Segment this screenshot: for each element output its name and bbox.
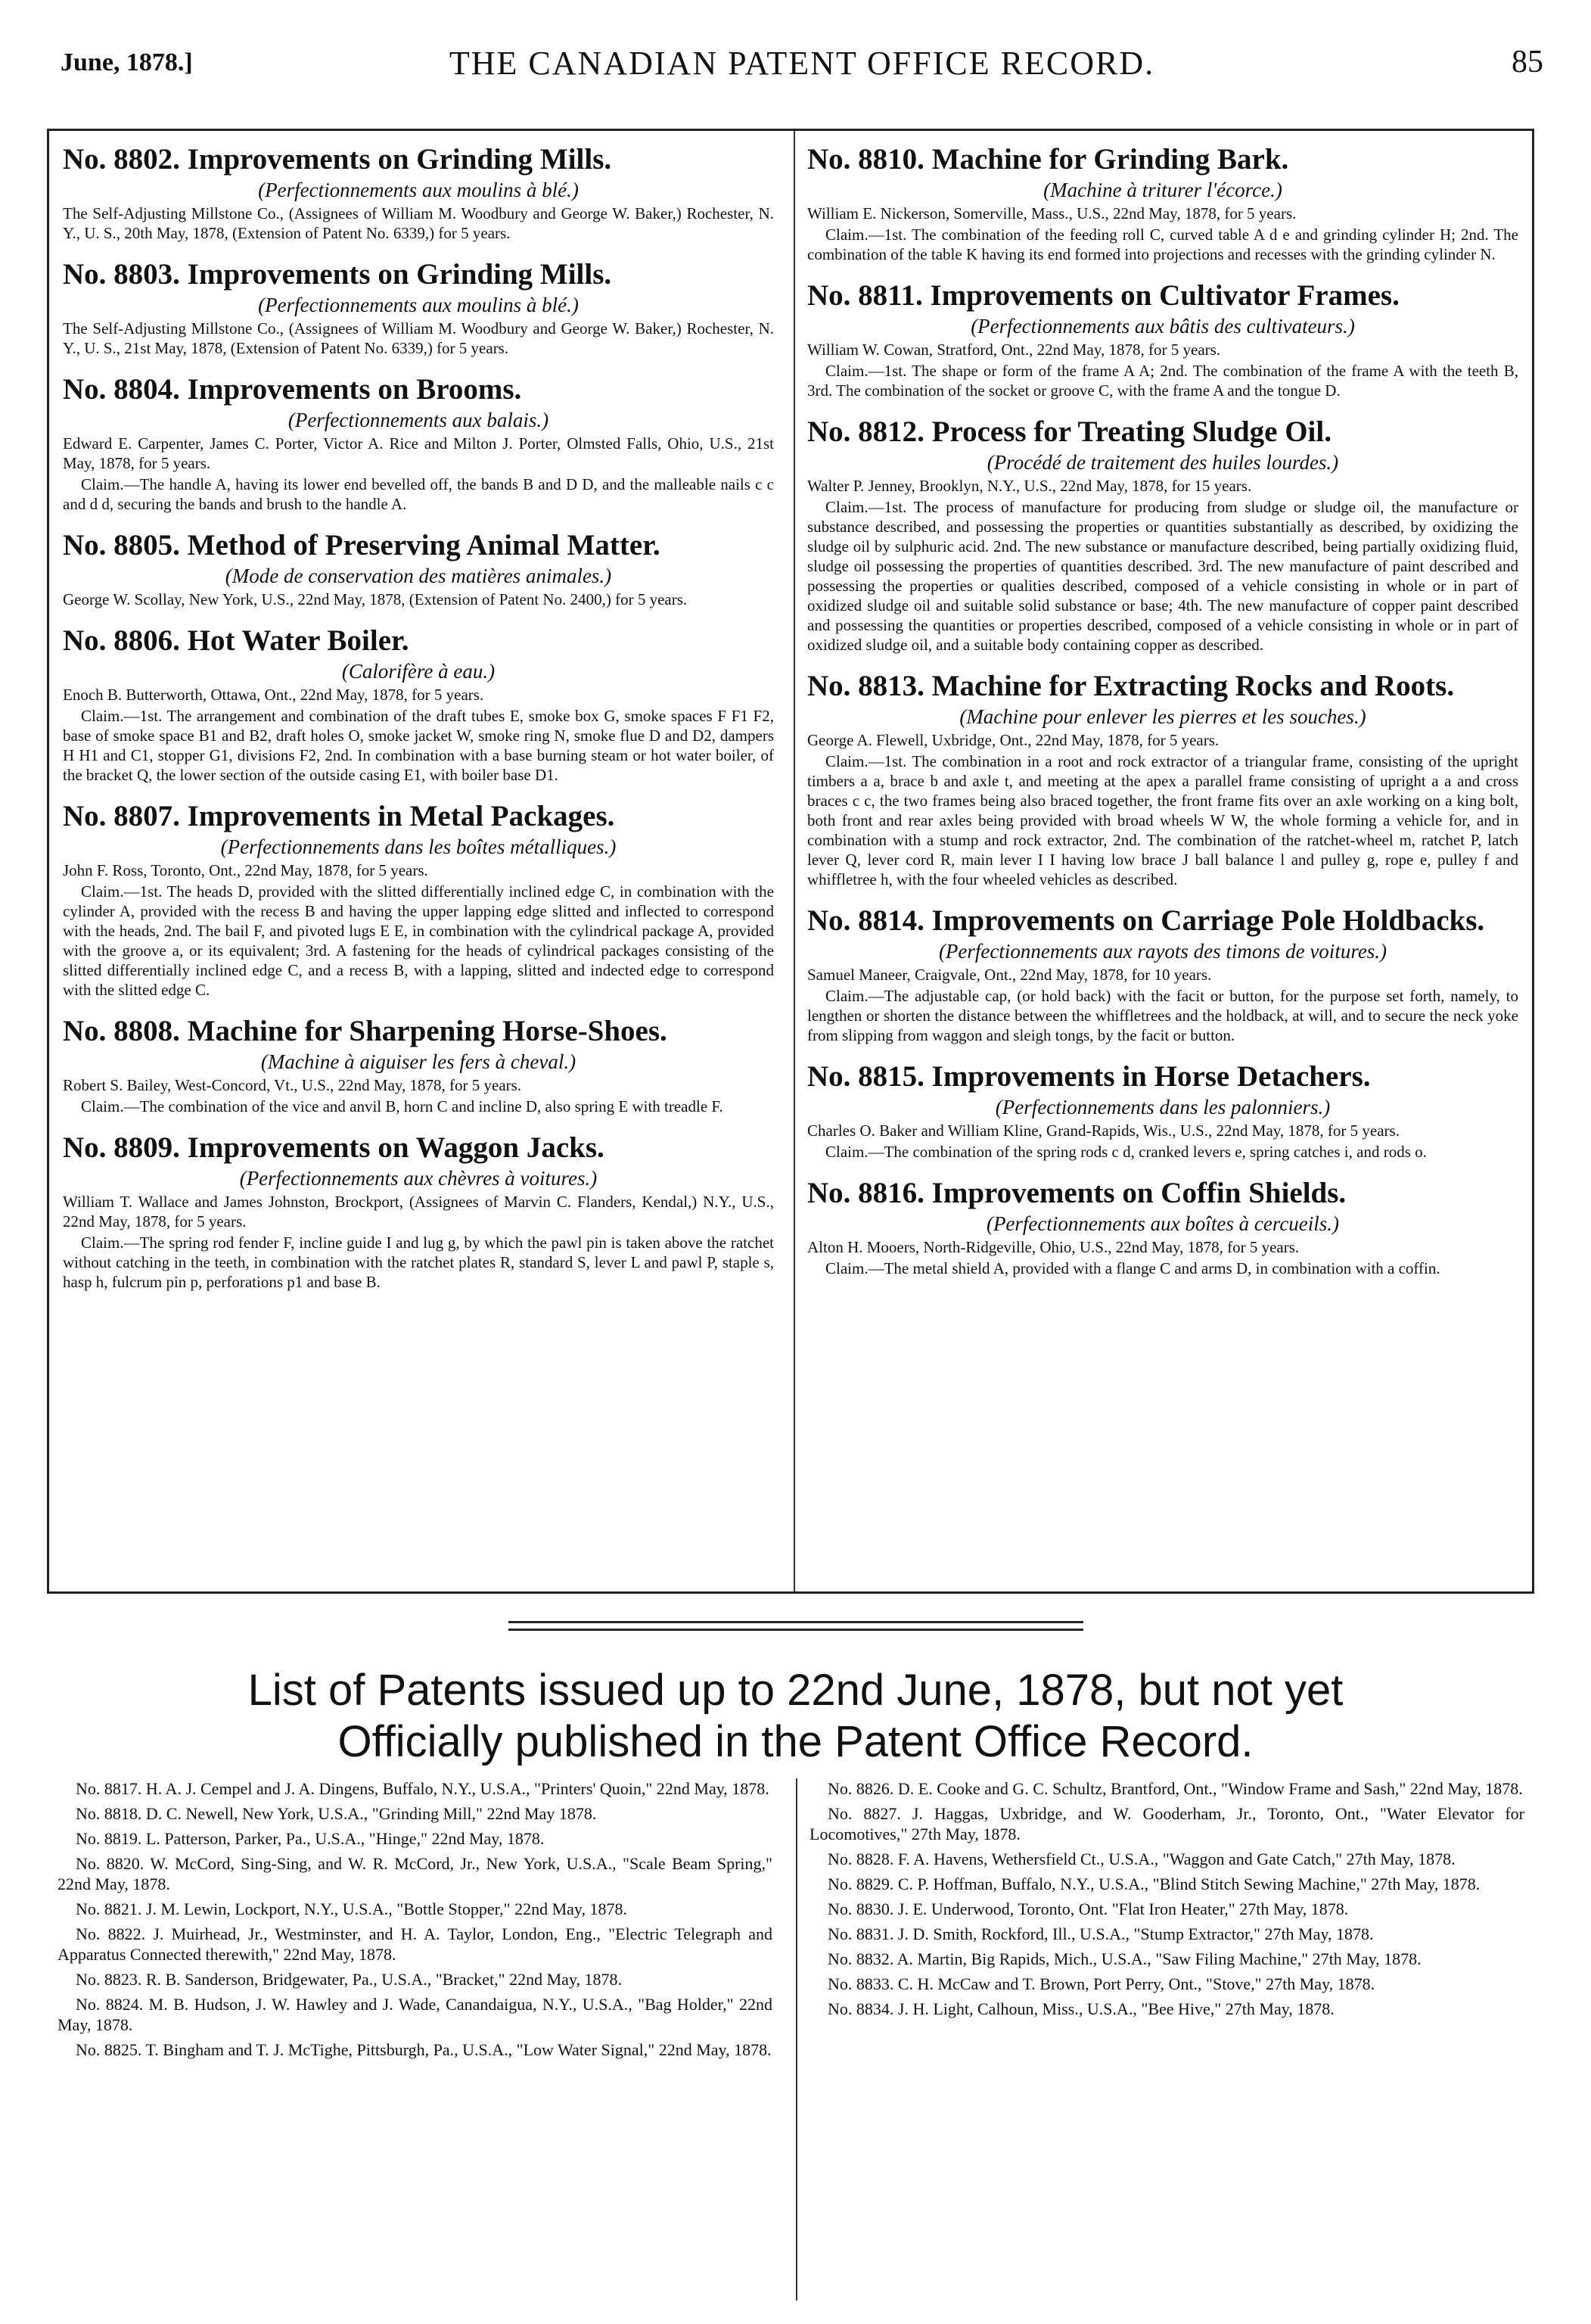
- list-entry: No. 8828. F. A. Havens, Wethersfield Ct., U.S.A., "Waggon and Gate Catch," 27th May, 1878.: [828, 1850, 1456, 1868]
- patent-details: Walter P. Jenney, Brooklyn, N.Y., U.S., 22nd May, 1878, for 15 years.: [807, 477, 1252, 495]
- patent-claim: Claim.—The spring rod fender F, incline guide I and lug g, by which the pawl pin is taken above the ratchet without catching in the teeth, in combination with the ratchet plates R, standard S, lever L and pawl P, staple s, hasp h, fulcrum pin p, perforations p1 and base B.: [63, 1234, 774, 1291]
- list-entry: No. 8827. J. Haggas, Uxbridge, and W. Gooderham, Jr., Toronto, Ont., "Water Elevator for Locomotives," 27th May, 1878.: [809, 1804, 1524, 1843]
- patent-subtitle: (Perfectionnements aux bâtis des cultivateurs.): [971, 315, 1355, 338]
- patent-title: No. 8803. Improvements on Grinding Mills.: [63, 258, 612, 291]
- patent-title: No. 8807. Improvements in Metal Packages.: [63, 800, 615, 832]
- patent-entry: [63, 373, 774, 514]
- patent-listings-box: [47, 129, 1534, 1594]
- patent-title: No. 8810. Machine for Grinding Bark.: [807, 143, 1289, 176]
- patent-details: William E. Nickerson, Somerville, Mass., U.S., 22nd May, 1878, for 5 years.: [807, 204, 1297, 222]
- list-entry: No. 8830. J. E. Underwood, Toronto, Ont. "Flat Iron Heater," 27th May, 1878.: [828, 1899, 1349, 1918]
- patent-entry: [807, 1060, 1518, 1162]
- section-rule: [508, 1621, 1083, 1623]
- patent-title: No. 8813. Machine for Extracting Rocks and Roots.: [807, 670, 1455, 702]
- list-entry: No. 8822. J. Muirhead, Jr., Westminster, and H. A. Taylor, London, Eng., "Electric Telegraph and Apparatus Connected therewith," 22nd May, 1878.: [57, 1924, 772, 1964]
- patent-subtitle: (Calorifère à eau.): [341, 660, 496, 683]
- patent-subtitle: (Perfectionnements aux rayots des timons de voitures.): [938, 940, 1387, 963]
- list-entry: No. 8818. D. C. Newell, New York, U.S.A., "Grinding Mill," 22nd May 1878.: [76, 1804, 597, 1823]
- issue-date: June, 1878.]: [61, 48, 193, 76]
- list-entry: No. 8833. C. H. McCaw and T. Brown, Port Perry, Ont., "Stove," 27th May, 1878.: [828, 1974, 1375, 1993]
- left-column: [63, 143, 774, 1581]
- patent-details: Samuel Maneer, Craigvale, Ont., 22nd May, 1878, for 10 years.: [807, 966, 1212, 984]
- list-entry: No. 8820. W. McCord, Sing-Sing, and W. R. McCord, Jr., New York, U.S.A., "Scale Beam Spring," 22nd May, 1878.: [57, 1854, 772, 1893]
- list-entry: No. 8826. D. E. Cooke and G. C. Schultz, Brantford, Ont., "Window Frame and Sash," 22nd May, 1878.: [828, 1779, 1523, 1798]
- patent-subtitle: (Perfectionnements dans les boîtes métalliques.): [220, 835, 617, 858]
- list-entry: No. 8824. M. B. Hudson, J. W. Hawley and J. Wade, Canandaigua, N.Y., U.S.A., "Bag Holder," 22nd May, 1878.: [57, 1995, 772, 2034]
- patent-subtitle: (Machine à aiguiser les fers à cheval.): [260, 1050, 576, 1073]
- patent-details: Enoch B. Butterworth, Ottawa, Ont., 22nd May, 1878, for 5 years.: [63, 686, 484, 704]
- patent-subtitle: (Machine à triturer l'écorce.): [1043, 179, 1282, 201]
- patent-claim: Claim.—The metal shield A, provided with a flange C and arms D, in combination with a coffin.: [825, 1259, 1440, 1277]
- publication-title: THE CANADIAN PATENT OFFICE RECORD.: [449, 45, 1155, 82]
- patent-details: The Self-Adjusting Millstone Co., (Assignees of William M. Woodbury and George W. Baker,) Rochester, N. Y., U. S., 21st May, 1878, (Extension of Patent No. 6339,) for 5 years.: [63, 319, 774, 357]
- patent-claim: Claim.—The combination of the spring rods c d, cranked levers e, spring catches i, and rods o.: [825, 1143, 1427, 1161]
- column-divider: [796, 1778, 797, 2301]
- patent-entry: [63, 143, 774, 243]
- patent-title: No. 8802. Improvements on Grinding Mills.: [63, 143, 612, 176]
- patent-title: No. 8805. Method of Preserving Animal Matter.: [63, 529, 660, 562]
- list-entry: No. 8831. J. D. Smith, Rockford, Ill., U.S.A., "Stump Extractor," 27th May, 1878.: [828, 1924, 1374, 1943]
- list-heading: [0, 1665, 1591, 1768]
- patent-entry: [63, 800, 774, 1000]
- patent-title: No. 8812. Process for Treating Sludge Oil.: [807, 415, 1332, 448]
- list-right-column: [809, 1778, 1524, 2024]
- patent-subtitle: (Mode de conservation des matières animales.): [225, 565, 612, 587]
- patent-details: George W. Scollay, New York, U.S., 22nd May, 1878, (Extension of Patent No. 2400,) for 5 years.: [63, 590, 688, 608]
- patent-details: John F. Ross, Toronto, Ont., 22nd May, 1878, for 5 years.: [63, 861, 428, 879]
- patent-details: Alton H. Mooers, North-Ridgeville, Ohio, U.S., 22nd May, 1878, for 5 years.: [807, 1238, 1300, 1256]
- patent-entry: [807, 415, 1518, 655]
- patent-title: No. 8806. Hot Water Boiler.: [63, 624, 409, 657]
- patent-entry: [63, 529, 774, 609]
- patent-claim: Claim.—1st. The arrangement and combination of the draft tubes E, smoke box G, smoke spaces F F1 F2, base of smoke space B1 and B2, draft holes O, smoke jacket W, smoke ring N, smoke flue D and D2, dampers H H1 and C1, stopper G1, divisions F2, 2nd. In combination with a base burning steam or hot water boiler, of the bracket Q, the lower section of the outside casing E1, with boiler base D1.: [63, 707, 774, 784]
- patent-entry: [807, 670, 1518, 889]
- patent-claim: Claim.—The adjustable cap, (or hold back) with the facit or button, for the purpose set forth, namely, to lengthen or shorten the distance between the whiffletrees and the holdback, at will, and to secure the neck yoke from slipping from waggon and sleigh tongs, by the facit or button.: [807, 987, 1518, 1044]
- patent-title: No. 8804. Improvements on Brooms.: [63, 373, 522, 406]
- patent-entry: [63, 258, 774, 358]
- patent-subtitle: (Perfectionnements aux moulins à blé.): [258, 294, 579, 316]
- page-number: 85: [1512, 45, 1543, 79]
- list-entry: No. 8834. J. H. Light, Calhoun, Miss., U.S.A., "Bee Hive," 27th May, 1878.: [828, 1999, 1335, 2018]
- list-left-column: [57, 1778, 772, 2064]
- list-entry: No. 8823. R. B. Sanderson, Bridgewater, Pa., U.S.A., "Bracket," 22nd May, 1878.: [76, 1970, 623, 1989]
- patent-claim: Claim.—1st. The shape or form of the frame A A; 2nd. The combination of the frame A with the teeth B, 3rd. The combination of the socket or groove C, with the frame A and the tongue D.: [807, 362, 1518, 400]
- column-divider: [794, 131, 795, 1591]
- list-entry: No. 8825. T. Bingham and T. J. McTighe, Pittsburgh, Pa., U.S.A., "Low Water Signal," 22nd May, 1878.: [76, 2040, 772, 2059]
- patent-title: No. 8814. Improvements on Carriage Pole Holdbacks.: [807, 904, 1485, 937]
- list-heading-line: Officially published in the Patent Office Record.: [337, 1717, 1254, 1766]
- patent-title: No. 8809. Improvements on Waggon Jacks.: [63, 1131, 604, 1164]
- patent-details: William T. Wallace and James Johnston, Brockport, (Assignees of Marvin C. Flanders, Kendal,) N.Y., U.S., 22nd May, 1878, for 5 years.: [63, 1193, 774, 1230]
- patent-details: Edward E. Carpenter, James C. Porter, Victor A. Rice and Milton J. Porter, Olmsted Falls, Ohio, U.S., 21st May, 1878, for 5 years.: [63, 434, 774, 472]
- right-column: [807, 143, 1518, 1581]
- patent-subtitle: (Procédé de traitement des huiles lourdes.): [987, 451, 1339, 474]
- list-entry: No. 8817. H. A. J. Cempel and J. A. Dingens, Buffalo, N.Y., U.S.A., "Printers' Quoin," 22nd May, 1878.: [76, 1779, 769, 1798]
- list-heading-line: List of Patents issued up to 22nd June, 1878, but not yet: [247, 1666, 1344, 1715]
- patent-claim: Claim.—1st. The combination of the feeding roll C, curved table A d e and grinding cylinder H; 2nd. The combination of the table K having its end formed into projections and recesses with the grinding cylinder N.: [807, 226, 1518, 263]
- patent-subtitle: (Perfectionnements aux moulins à blé.): [258, 179, 579, 201]
- patent-list: [47, 1778, 1530, 2301]
- patent-entry: [807, 1177, 1518, 1278]
- list-entry: No. 8819. L. Patterson, Parker, Pa., U.S.A., "Hinge," 22nd May, 1878.: [76, 1829, 545, 1848]
- patent-subtitle: (Perfectionnements aux chèvres à voitures.): [239, 1167, 598, 1190]
- patent-subtitle: (Perfectionnements dans les palonniers.): [995, 1096, 1331, 1118]
- patent-details: Charles O. Baker and William Kline, Grand-Rapids, Wis., U.S., 22nd May, 1878, for 5 years.: [807, 1122, 1400, 1140]
- patent-entry: [807, 279, 1518, 400]
- patent-claim: Claim.—1st. The combination in a root and rock extractor of a triangular frame, consisting of the upright timbers a a, brace b and axle t, and meeting at the apex a parallel frame consisting of upright a a and cross braces c c, the two frames being also braced together, the front frame fits over an axle working on a king bolt, both front and rear axles being provided with broad wheels W W, the whole forming a vehicle for, and in combination with a stump and rock extractor, 2nd. The combination of the ratchet-wheel m, ratchet P, latch lever Q, lever cord R, main lever I I having low brace J ball balance l and pulley g, rope e, pulley f and whiffletree h, with the four wheeled vehicles as described.: [807, 752, 1518, 888]
- patent-entry: [63, 1131, 774, 1292]
- page-header: [61, 21, 1543, 82]
- patent-entry: [63, 1015, 774, 1116]
- patent-details: The Self-Adjusting Millstone Co., (Assignees of William M. Woodbury and George W. Baker,) Rochester, N. Y., U. S., 20th May, 1878, (Extension of Patent No. 6339,) for 5 years.: [63, 204, 774, 242]
- patent-details: William W. Cowan, Stratford, Ont., 22nd May, 1878, for 5 years.: [807, 341, 1221, 359]
- patent-title: No. 8811. Improvements on Cultivator Frames.: [807, 279, 1400, 312]
- patent-subtitle: (Perfectionnements aux boîtes à cercueils.): [986, 1212, 1340, 1235]
- list-entry: No. 8832. A. Martin, Big Rapids, Mich., U.S.A., "Saw Filing Machine," 27th May, 1878.: [828, 1949, 1422, 1968]
- list-entry: No. 8829. C. P. Hoffman, Buffalo, N.Y., U.S.A., "Blind Stitch Sewing Machine," 27th May, 1878.: [828, 1874, 1481, 1893]
- patent-claim: Claim.—The handle A, having its lower end bevelled off, the bands B and D D, and the malleable nails c c and d d, securing the bands and brush to the handle A.: [63, 475, 774, 513]
- patent-claim: Claim.—1st. The heads D, provided with the slitted differentially inclined edge C, in combination with the cylinder A, provided with the recess B and having the upper lapping edge slitted and inflected to correspond with the heads, 2nd. The bail F, and pivoted lugs E E, in combination with the cylindrical package A, provided with the groove a, or its equivalent; 3rd. A fastening for the heads of cylindrical packages consisting of the slitted differentially inclined edge C, and a recess B, with a lapping, slitted and indected edge to correspond with the slitted edge C.: [63, 882, 774, 999]
- patent-details: Robert S. Bailey, West-Concord, Vt., U.S., 22nd May, 1878, for 5 years.: [63, 1076, 522, 1094]
- patent-title: No. 8815. Improvements in Horse Detachers.: [807, 1060, 1371, 1093]
- patent-claim: Claim.—The combination of the vice and anvil B, horn C and incline D, also spring E with treadle F.: [81, 1097, 723, 1115]
- list-entry: No. 8821. J. M. Lewin, Lockport, N.Y., U.S.A., "Bottle Stopper," 22nd May, 1878.: [76, 1899, 627, 1918]
- section-rule: [508, 1629, 1083, 1631]
- patent-claim: Claim.—1st. The process of manufacture for producing from sludge or sludge oil, the manufacture or substance described, and possessing the properties or quantities substantially as described, by oxidizing the sludge oil by sulphuric acid. 2nd. The new substance or manufacture described, being partially oxidizing fluid, sludge oil possessing the properties of quantities described. 3rd. The new manufacture of paint described and possessing the properties or qualities described, composed of a vehicle consisting in whole or in part of oxidized sludge oil and suitable solid substance or base; 4th. The new manufacture of copper paint described and possessing the quantities or properties described, composed of a vehicle consisting in whole or in part of oxidized sludge oil, and a suitable body containing copper as described.: [807, 498, 1518, 654]
- patent-subtitle: (Machine pour enlever les pierres et les souches.): [959, 705, 1366, 728]
- patent-entry: [807, 143, 1518, 264]
- patent-details: George A. Flewell, Uxbridge, Ont., 22nd May, 1878, for 5 years.: [807, 731, 1220, 749]
- patent-title: No. 8816. Improvements on Coffin Shields.: [807, 1177, 1347, 1209]
- patent-entry: [807, 904, 1518, 1045]
- patent-title: No. 8808. Machine for Sharpening Horse-Shoes.: [63, 1015, 667, 1047]
- patent-entry: [63, 624, 774, 785]
- patent-subtitle: (Perfectionnements aux balais.): [287, 409, 549, 431]
